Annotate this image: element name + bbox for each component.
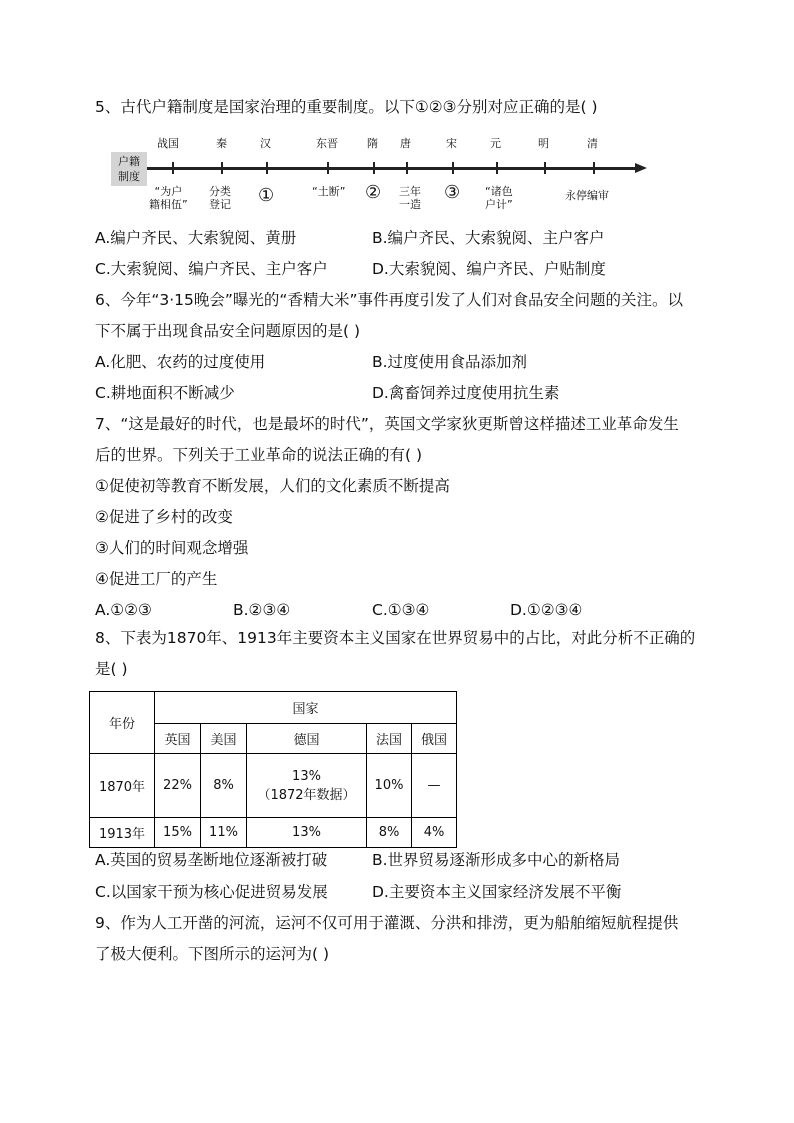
era-label-ming: 明	[538, 137, 549, 150]
timeline-box-line1: 户籍	[118, 155, 140, 168]
timeline-tick	[221, 162, 223, 174]
cell-de: 13%	[247, 818, 367, 848]
q7-option-c[interactable]: C.①③④	[372, 601, 430, 619]
timeline-note-tuduan: “土断”	[312, 185, 346, 198]
timeline-blank-3: ③	[444, 182, 461, 203]
cell-de-value: 13%	[292, 768, 321, 784]
q7-stem-line1: 7、“这是最好的时代，也是最坏的时代”，英国文学家狄更斯曾这样描述工业革命发生	[95, 415, 679, 433]
country-header: 国家	[155, 692, 457, 724]
timeline-note-4: “诸色 户计”	[485, 185, 513, 211]
q5-option-d[interactable]: D.大索貌阅、编户齐民、户贴制度	[372, 260, 606, 278]
q5-option-b[interactable]: B.编户齐民、大索貌阅、主户客户	[372, 229, 605, 247]
q5-stem: 5、古代户籍制度是国家治理的重要制度。以下①②③分别对应正确的是( )	[95, 98, 598, 116]
timeline-tick	[406, 162, 408, 174]
timeline-category-box	[111, 152, 147, 186]
era-label-han: 汉	[260, 137, 271, 150]
era-label-dongjin: 东晋	[316, 137, 338, 150]
timeline-arrow-icon	[635, 163, 647, 173]
era-label-sui: 隋	[367, 137, 378, 150]
cell-fr: 10%	[367, 754, 412, 818]
cell-ru: 4%	[412, 818, 457, 848]
q7-option-b[interactable]: B.②③④	[233, 601, 291, 619]
row-year: 1870年	[90, 754, 155, 818]
q6-option-a[interactable]: A.化肥、农药的过度使用	[95, 353, 266, 371]
q7-stem-line2: 后的世界。下列关于工业革命的说法正确的有( )	[95, 446, 423, 464]
household-registration-timeline	[111, 130, 651, 220]
era-label-qing: 清	[587, 137, 598, 150]
q6-option-c[interactable]: C.耕地面积不断减少	[95, 384, 235, 402]
q5-option-c[interactable]: C.大索貌阅、编户齐民、主户客户	[95, 260, 328, 278]
timeline-tick	[266, 162, 268, 174]
q7-option-a[interactable]: A.①②③	[95, 601, 152, 619]
q8-option-b[interactable]: B.世界贸易逐渐形成多中心的新格局	[372, 851, 621, 869]
cell-de	[247, 754, 367, 818]
q6-stem-line2: 下不属于出现食品安全问题原因的是( )	[95, 322, 361, 340]
timeline-note-2: 分类 登记	[209, 185, 231, 211]
timeline-note-1: “为户 籍相伍”	[149, 185, 188, 211]
year-header: 年份	[90, 692, 155, 754]
cell-us: 11%	[201, 818, 247, 848]
cell-ru: —	[412, 754, 457, 818]
q8-option-d[interactable]: D.主要资本主义国家经济发展不平衡	[372, 883, 622, 901]
cell-uk: 22%	[155, 754, 201, 818]
q8-stem-line2: 是( )	[95, 660, 128, 678]
cell-fr: 8%	[367, 818, 412, 848]
country-fr: 法国	[367, 724, 412, 754]
q7-item-1: ①促使初等教育不断发展，人们的文化素质不断提高	[95, 477, 450, 495]
q5-option-a[interactable]: A.编户齐民、大索貌阅、黄册	[95, 229, 297, 247]
q9-stem-line2: 了极大便利。下图所示的运河为( )	[95, 945, 330, 963]
timeline-tick	[373, 162, 375, 174]
timeline-tick	[496, 162, 498, 174]
q8-option-a[interactable]: A.英国的贸易垄断地位逐渐被打破	[95, 851, 328, 869]
q6-option-d[interactable]: D.禽畜饲养过度使用抗生素	[372, 384, 560, 402]
country-uk: 英国	[155, 724, 201, 754]
cell-us: 8%	[201, 754, 247, 818]
era-label-tang: 唐	[400, 137, 411, 150]
country-de: 德国	[247, 724, 367, 754]
country-us: 美国	[201, 724, 247, 754]
timeline-tick	[452, 162, 454, 174]
timeline-note-5: 永停编审	[565, 189, 609, 202]
table-row	[90, 818, 457, 848]
q7-item-3: ③人们的时间观念增强	[95, 539, 249, 557]
timeline-tick	[544, 162, 546, 174]
era-label-song: 宋	[446, 137, 457, 150]
cell-uk: 15%	[155, 818, 201, 848]
timeline-blank-2: ②	[365, 182, 382, 203]
table-row	[90, 754, 457, 818]
timeline-tick	[327, 162, 329, 174]
q7-item-2: ②促进了乡村的改变	[95, 508, 233, 526]
era-label-qin: 秦	[216, 137, 227, 150]
timeline-tick	[593, 162, 595, 174]
cell-de-note: （1872年数据）	[257, 787, 356, 803]
era-label-zhanguo: 战国	[157, 137, 179, 150]
q7-item-4: ④促进工厂的产生	[95, 570, 218, 588]
timeline-box-line2: 制度	[118, 170, 140, 183]
row-year: 1913年	[90, 818, 155, 848]
timeline-blank-1: ①	[258, 185, 275, 206]
timeline-tick	[172, 162, 174, 174]
q6-option-b[interactable]: B.过度使用食品添加剂	[372, 353, 528, 371]
q8-option-c[interactable]: C.以国家干预为核心促进贸易发展	[95, 883, 328, 901]
q9-stem-line1: 9、作为人工开凿的河流，运河不仅可用于灌溉、分洪和排涝，更为船舶缩短航程提供	[95, 914, 679, 932]
q6-stem-line1: 6、今年“3·15晚会”曝光的“香精大米”事件再度引发了人们对食品安全问题的关注。以	[95, 291, 683, 309]
trade-share-table	[89, 691, 457, 848]
q8-stem-line1: 8、下表为1870年、1913年主要资本主义国家在世界贸易中的占比，对此分析不正确的	[95, 629, 696, 647]
timeline-note-3: 三年 一造	[399, 185, 421, 211]
country-ru: 俄国	[412, 724, 457, 754]
era-label-yuan: 元	[490, 137, 501, 150]
q7-option-d[interactable]: D.①②③④	[510, 601, 583, 619]
